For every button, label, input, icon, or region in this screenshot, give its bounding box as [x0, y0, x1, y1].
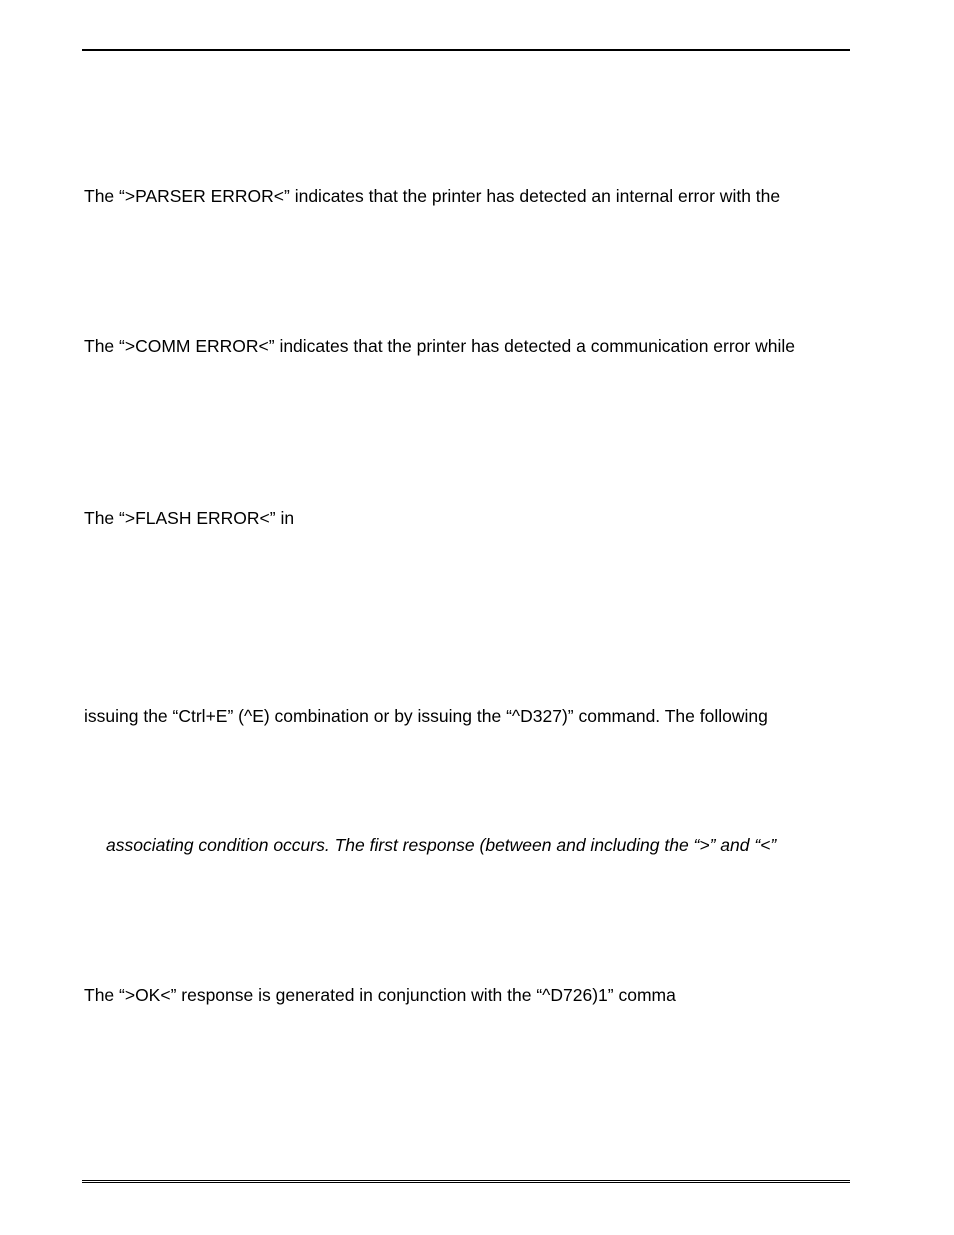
paragraph-status-command: issuing the “Ctrl+E” (^E) combination or by issuing the “^D327)” command. The following [84, 706, 768, 726]
paragraph-parser-error: The “>PARSER ERROR<” indicates that the printer has detected an internal error with the [84, 186, 781, 206]
paragraph-comm-error: The “>COMM ERROR<” indicates that the printer has detected a communication error while [84, 336, 795, 356]
paragraph-ok-response: The “>OK<” response is generated in conjunction with the “^D726)1” comma [84, 985, 676, 1005]
note-italic: associating condition occurs. The first response (between and including the “>” and “<” [106, 835, 777, 855]
paragraph-flash-error: The “>FLASH ERROR<” in [84, 508, 295, 528]
footer-rule [82, 1180, 850, 1183]
header-rule [82, 49, 850, 51]
